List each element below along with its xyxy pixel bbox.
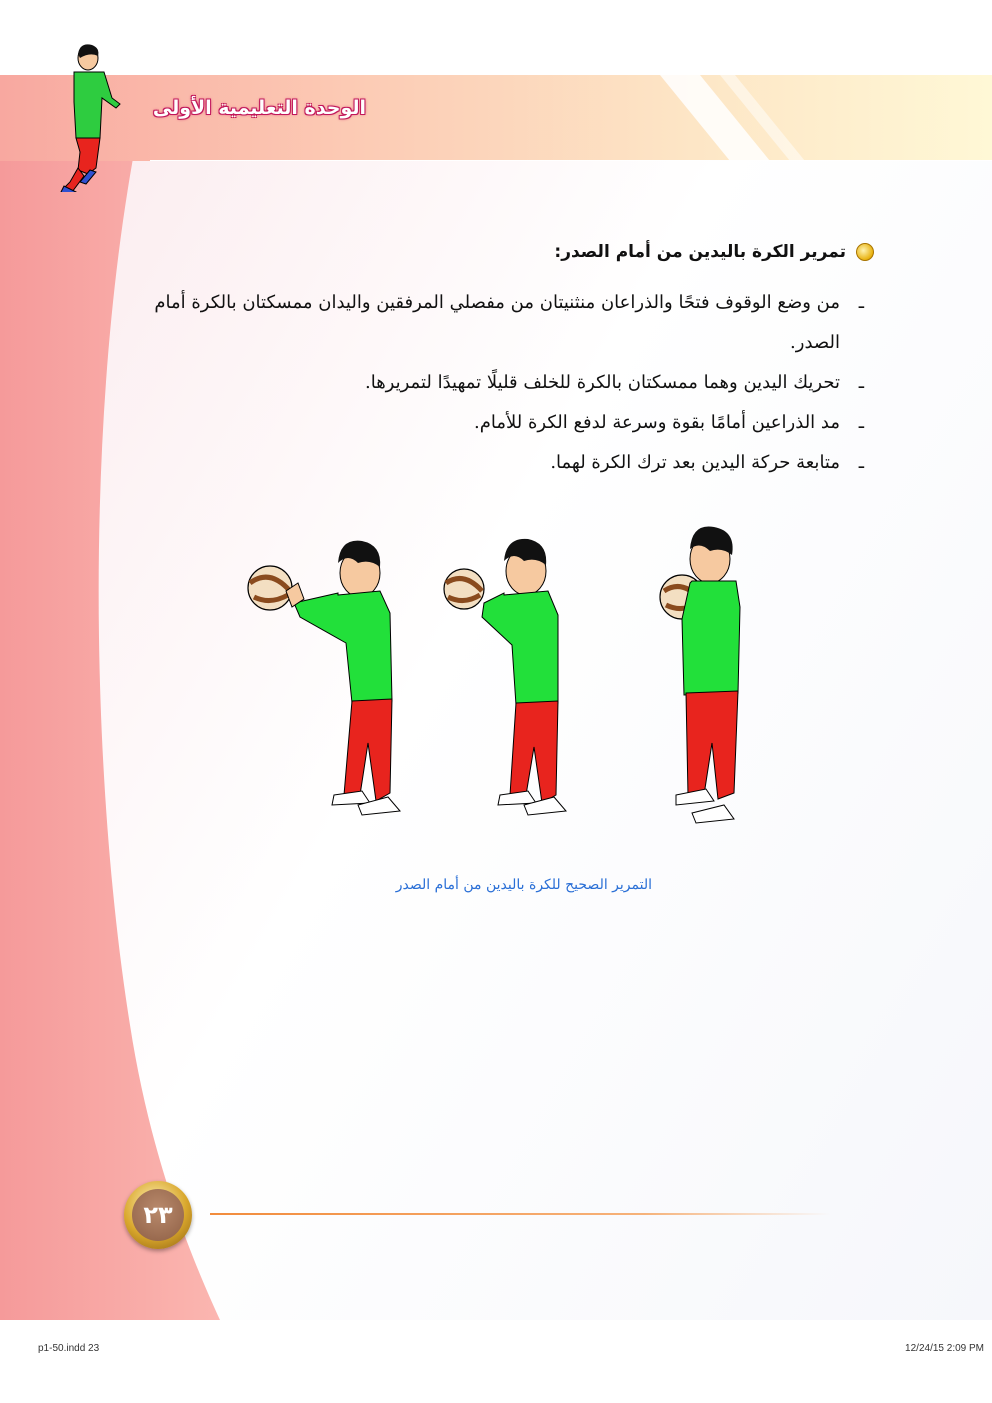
print-slug-date: 12/24/15 2:09 PM <box>905 1343 984 1354</box>
list-item <box>134 283 864 363</box>
list-item-text: متابعة حركة اليدين بعد ترك الكرة لهما. <box>550 452 840 473</box>
list-item <box>134 403 864 443</box>
list-item-text: تحريك اليدين وهما ممسكتان بالكرة للخلف قليلًا تمهيدًا لتمريرها. <box>364 372 840 393</box>
page-number-badge <box>124 1181 192 1249</box>
list-item-text: مد الذراعين أمامًا بقوة وسرعة لدفع الكرة للأمام. <box>474 412 840 433</box>
chest-pass-illustration <box>230 523 760 835</box>
list-marker: ـ <box>858 452 864 473</box>
boy-figure-preparing <box>444 539 566 815</box>
section-heading-text: تمرير الكرة باليدين من أمام الصدر: <box>554 242 846 262</box>
print-slug-file: p1-50.indd 23 <box>38 1343 100 1354</box>
list-marker: ـ <box>858 292 864 313</box>
list-item <box>134 443 864 483</box>
section-heading <box>554 242 874 262</box>
running-boy-mascot-icon <box>50 42 130 192</box>
boy-figure-arms-extended <box>248 541 400 815</box>
page-number: ٢٣ <box>132 1189 184 1241</box>
figure-caption: التمرير الصحيح للكرة باليدين من أمام الصدر <box>395 877 652 893</box>
list-item-text: من وضع الوقوف فتحًا والذراعان منثنيتان من مفصلي المرفقين واليدان ممسكتان بالكرة أمام الصدر. <box>154 292 840 353</box>
gold-bullet-icon <box>856 243 874 261</box>
footer-rule <box>210 1213 830 1215</box>
list-marker: ـ <box>858 412 864 433</box>
unit-title: الوحدة التعليمية الأولى <box>152 97 366 119</box>
boy-figure-ball-at-chest <box>660 526 740 823</box>
list-item <box>134 363 864 403</box>
steps-list <box>134 283 864 483</box>
list-marker: ـ <box>858 372 864 393</box>
